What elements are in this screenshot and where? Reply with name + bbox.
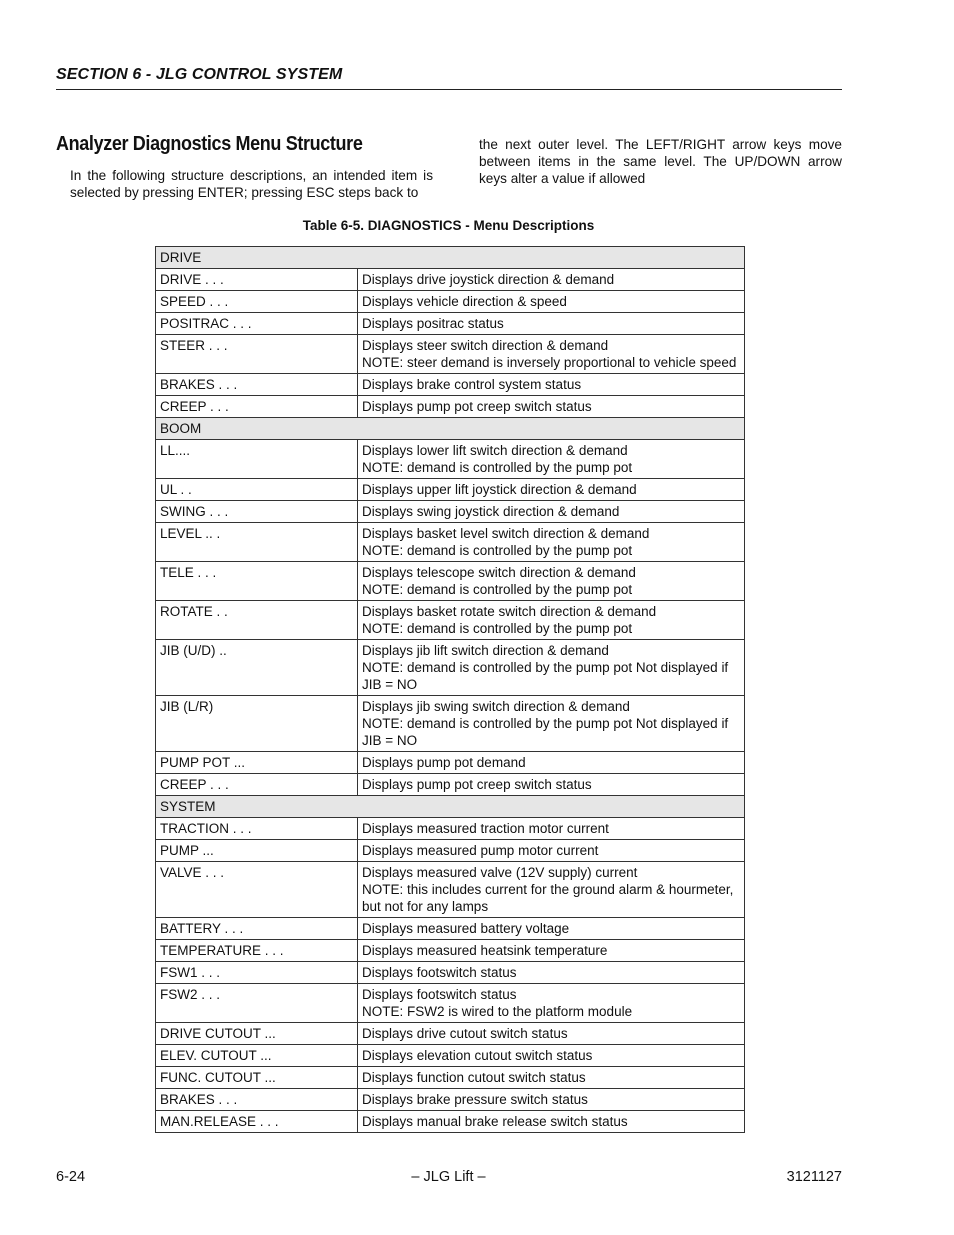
table-row xyxy=(156,774,745,796)
diagnostics-menu-table xyxy=(155,246,745,1133)
menu-item-name: SPEED . . . xyxy=(156,291,358,313)
menu-item-name: TEMPERATURE . . . xyxy=(156,940,358,962)
menu-item-description xyxy=(358,1023,745,1045)
table-row xyxy=(156,501,745,523)
menu-item-description xyxy=(358,1067,745,1089)
description-line: Displays lower lift switch direction & demand xyxy=(362,443,628,458)
description-line: Displays pump pot creep switch status xyxy=(362,777,592,792)
menu-item-name: SWING . . . xyxy=(156,501,358,523)
table-row xyxy=(156,840,745,862)
description-line: Displays measured battery voltage xyxy=(362,921,570,936)
section-header: SECTION 6 - JLG CONTROL SYSTEM xyxy=(56,66,343,83)
description-line: Displays swing joystick direction & demand xyxy=(362,504,620,519)
description-note: NOTE: demand is controlled by the pump pot Not displayed if JIB = NO xyxy=(362,716,729,748)
table-row xyxy=(156,1023,745,1045)
description-line: Displays upper lift joystick direction & demand xyxy=(362,482,637,497)
menu-item-name: TRACTION . . . xyxy=(156,818,358,840)
description-line: Displays footswitch status xyxy=(362,965,517,980)
menu-item-description xyxy=(358,818,745,840)
description-line: Displays drive cutout switch status xyxy=(362,1026,568,1041)
table-row xyxy=(156,984,745,1023)
group-row xyxy=(156,796,745,818)
menu-item-description xyxy=(358,1089,745,1111)
description-note: NOTE: demand is controlled by the pump pot xyxy=(362,543,633,558)
menu-item-description xyxy=(358,523,745,562)
menu-item-description xyxy=(358,696,745,752)
menu-item-name: DRIVE . . . xyxy=(156,269,358,291)
description-line: Displays basket rotate switch direction & demand xyxy=(362,604,657,619)
intro-paragraph-right: the next outer level. The LEFT/RIGHT arrow keys move between items in the same level. The UP/DOWN arrow keys alter a value if allowed xyxy=(479,137,842,186)
description-line: Displays brake pressure switch status xyxy=(362,1092,588,1107)
menu-item-name: FSW1 . . . xyxy=(156,962,358,984)
menu-item-name: LEVEL .. . xyxy=(156,523,358,562)
menu-item-name: JIB (U/D) .. xyxy=(156,640,358,696)
description-line: Displays brake control system status xyxy=(362,377,582,392)
menu-item-name: BRAKES . . . xyxy=(156,1089,358,1111)
menu-item-name: FSW2 . . . xyxy=(156,984,358,1023)
table-row xyxy=(156,940,745,962)
description-note: NOTE: this includes current for the ground alarm & hourmeter, but not for any lamps xyxy=(362,882,734,914)
menu-item-name: PUMP ... xyxy=(156,840,358,862)
description-line: Displays measured pump motor current xyxy=(362,843,599,858)
table-row xyxy=(156,640,745,696)
intro-paragraph-left: In the following structure descriptions, an intended item is selected by pressing ENTER; pressing ESC steps back to xyxy=(70,168,433,200)
table-row xyxy=(156,562,745,601)
menu-item-name: VALVE . . . xyxy=(156,862,358,918)
menu-item-description xyxy=(358,374,745,396)
description-note: NOTE: demand is controlled by the pump pot Not displayed if JIB = NO xyxy=(362,660,729,692)
table-row xyxy=(156,918,745,940)
description-line: Displays manual brake release switch status xyxy=(362,1114,628,1129)
table-row xyxy=(156,523,745,562)
group-title: SYSTEM xyxy=(156,796,745,818)
menu-item-name: CREEP . . . xyxy=(156,774,358,796)
table-caption: Table 6-5. DIAGNOSTICS - Menu Descriptions xyxy=(302,218,595,233)
menu-item-description xyxy=(358,1045,745,1067)
page-heading: Analyzer Diagnostics Menu Structure xyxy=(56,133,363,155)
table-row xyxy=(156,313,745,335)
description-note: NOTE: demand is controlled by the pump pot xyxy=(362,582,633,597)
menu-item-name: JIB (L/R) xyxy=(156,696,358,752)
table-row xyxy=(156,862,745,918)
menu-item-description xyxy=(358,984,745,1023)
description-line: Displays jib swing switch direction & demand xyxy=(362,699,630,714)
description-line: Displays elevation cutout switch status xyxy=(362,1048,593,1063)
description-line: Displays measured traction motor current xyxy=(362,821,609,836)
table-row xyxy=(156,752,745,774)
menu-item-name: ELEV. CUTOUT ... xyxy=(156,1045,358,1067)
menu-item-description xyxy=(358,601,745,640)
page-number: 6-24 xyxy=(56,1169,86,1185)
menu-item-description xyxy=(358,840,745,862)
group-row xyxy=(156,418,745,440)
menu-item-name: CREEP . . . xyxy=(156,396,358,418)
description-line: Displays steer switch direction & demand xyxy=(362,338,609,353)
table-row xyxy=(156,962,745,984)
table-row xyxy=(156,1045,745,1067)
group-title: BOOM xyxy=(156,418,745,440)
description-line: Displays drive joystick direction & demand xyxy=(362,272,615,287)
menu-item-description xyxy=(358,313,745,335)
menu-item-name: BRAKES . . . xyxy=(156,374,358,396)
menu-item-name: PUMP POT ... xyxy=(156,752,358,774)
menu-item-description xyxy=(358,918,745,940)
table-row xyxy=(156,818,745,840)
table-row xyxy=(156,479,745,501)
menu-item-description xyxy=(358,962,745,984)
document-number: 3121127 xyxy=(786,1169,842,1185)
menu-item-description xyxy=(358,396,745,418)
description-note: NOTE: steer demand is inversely proportional to vehicle speed xyxy=(362,355,737,370)
menu-item-description xyxy=(358,440,745,479)
menu-item-description xyxy=(358,940,745,962)
group-title: DRIVE xyxy=(156,247,745,269)
menu-item-name: STEER . . . xyxy=(156,335,358,374)
menu-item-name: TELE . . . xyxy=(156,562,358,601)
menu-item-description xyxy=(358,752,745,774)
footer-title: – JLG Lift – xyxy=(411,1169,486,1185)
table-row xyxy=(156,440,745,479)
menu-item-name: UL . . xyxy=(156,479,358,501)
table-row xyxy=(156,335,745,374)
menu-item-name: ROTATE . . xyxy=(156,601,358,640)
menu-item-description xyxy=(358,1111,745,1133)
table-row xyxy=(156,396,745,418)
description-line: Displays positrac status xyxy=(362,316,504,331)
description-note: NOTE: demand is controlled by the pump pot xyxy=(362,621,633,636)
table-row xyxy=(156,696,745,752)
description-note: NOTE: FSW2 is wired to the platform module xyxy=(362,1004,633,1019)
table-row xyxy=(156,1111,745,1133)
description-line: Displays function cutout switch status xyxy=(362,1070,586,1085)
menu-item-description xyxy=(358,335,745,374)
table-row xyxy=(156,1067,745,1089)
menu-item-description xyxy=(358,640,745,696)
table-row xyxy=(156,1089,745,1111)
table-row xyxy=(156,601,745,640)
menu-item-name: MAN.RELEASE . . . xyxy=(156,1111,358,1133)
menu-item-description xyxy=(358,479,745,501)
menu-item-description xyxy=(358,562,745,601)
description-line: Displays measured heatsink temperature xyxy=(362,943,608,958)
menu-item-description xyxy=(358,269,745,291)
description-line: Displays pump pot creep switch status xyxy=(362,399,592,414)
table-row xyxy=(156,374,745,396)
menu-item-description xyxy=(358,291,745,313)
menu-item-name: DRIVE CUTOUT ... xyxy=(156,1023,358,1045)
description-line: Displays measured valve (12V supply) current xyxy=(362,865,638,880)
menu-item-name: POSITRAC . . . xyxy=(156,313,358,335)
menu-item-name: FUNC. CUTOUT ... xyxy=(156,1067,358,1089)
description-line: Displays vehicle direction & speed xyxy=(362,294,567,309)
table-row xyxy=(156,291,745,313)
menu-item-name: LL.... xyxy=(156,440,358,479)
description-line: Displays basket level switch direction & demand xyxy=(362,526,650,541)
menu-item-description xyxy=(358,774,745,796)
table-row xyxy=(156,269,745,291)
group-row xyxy=(156,247,745,269)
menu-item-description xyxy=(358,862,745,918)
menu-item-name: BATTERY . . . xyxy=(156,918,358,940)
description-line: Displays pump pot demand xyxy=(362,755,526,770)
menu-item-description xyxy=(358,501,745,523)
description-line: Displays jib lift switch direction & demand xyxy=(362,643,609,658)
header-rule xyxy=(56,89,842,90)
description-line: Displays telescope switch direction & demand xyxy=(362,565,636,580)
description-line: Displays footswitch status xyxy=(362,987,517,1002)
description-note: NOTE: demand is controlled by the pump pot xyxy=(362,460,633,475)
